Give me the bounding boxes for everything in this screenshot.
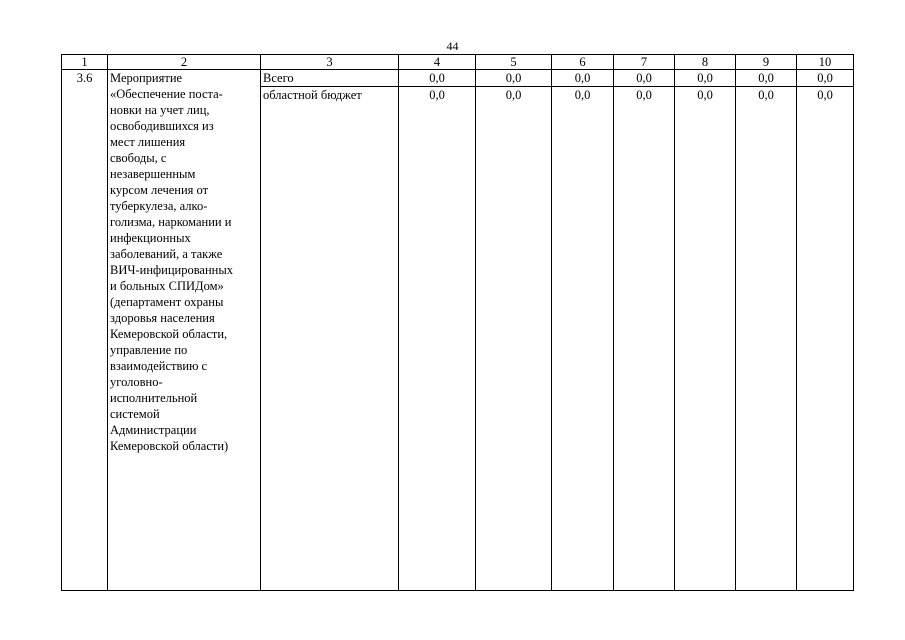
column-header: 6	[552, 55, 614, 70]
value-cell: 0,0	[614, 87, 675, 591]
value-cell: 0,0	[797, 70, 854, 87]
value-cell: 0,0	[476, 87, 552, 591]
page-number: 44	[446, 39, 459, 53]
value-cell: 0,0	[552, 70, 614, 87]
value-cell: 0,0	[476, 70, 552, 87]
value-cell: 0,0	[552, 87, 614, 591]
value-cell: 0,0	[399, 87, 476, 591]
header-row	[62, 55, 854, 70]
value-cell: 0,0	[736, 70, 797, 87]
value-cell: 0,0	[797, 87, 854, 591]
column-header: 5	[476, 55, 552, 70]
value-cell: 0,0	[614, 70, 675, 87]
column-header: 7	[614, 55, 675, 70]
row-number: 3.6	[62, 70, 108, 591]
funding-source: Всего	[261, 70, 399, 87]
column-header: 1	[62, 55, 108, 70]
table-row	[62, 70, 854, 87]
column-header: 10	[797, 55, 854, 70]
column-header: 8	[675, 55, 736, 70]
funding-source: областной бюджет	[261, 87, 399, 591]
column-header: 4	[399, 55, 476, 70]
measure-description: Мероприятие «Обеспечение поста- новки на учет лиц, освободившихся из мест лишения свободы, с незавершенным курсом лечения от туберкулеза, алко- голизма, наркомании и инфекционных заболеваний, а также ВИЧ-инфицированных и больных СПИДом» (департамент охраны здоровья населения Кемеровской области, управление по взаимодействию с уголовно- исполнительной системой Администрации Кемеровской области)	[108, 70, 261, 591]
value-cell: 0,0	[675, 70, 736, 87]
value-cell: 0,0	[675, 87, 736, 591]
budget-table	[61, 54, 854, 591]
column-header: 3	[261, 55, 399, 70]
value-cell: 0,0	[736, 87, 797, 591]
value-cell: 0,0	[399, 70, 476, 87]
column-header: 9	[736, 55, 797, 70]
column-header: 2	[108, 55, 261, 70]
